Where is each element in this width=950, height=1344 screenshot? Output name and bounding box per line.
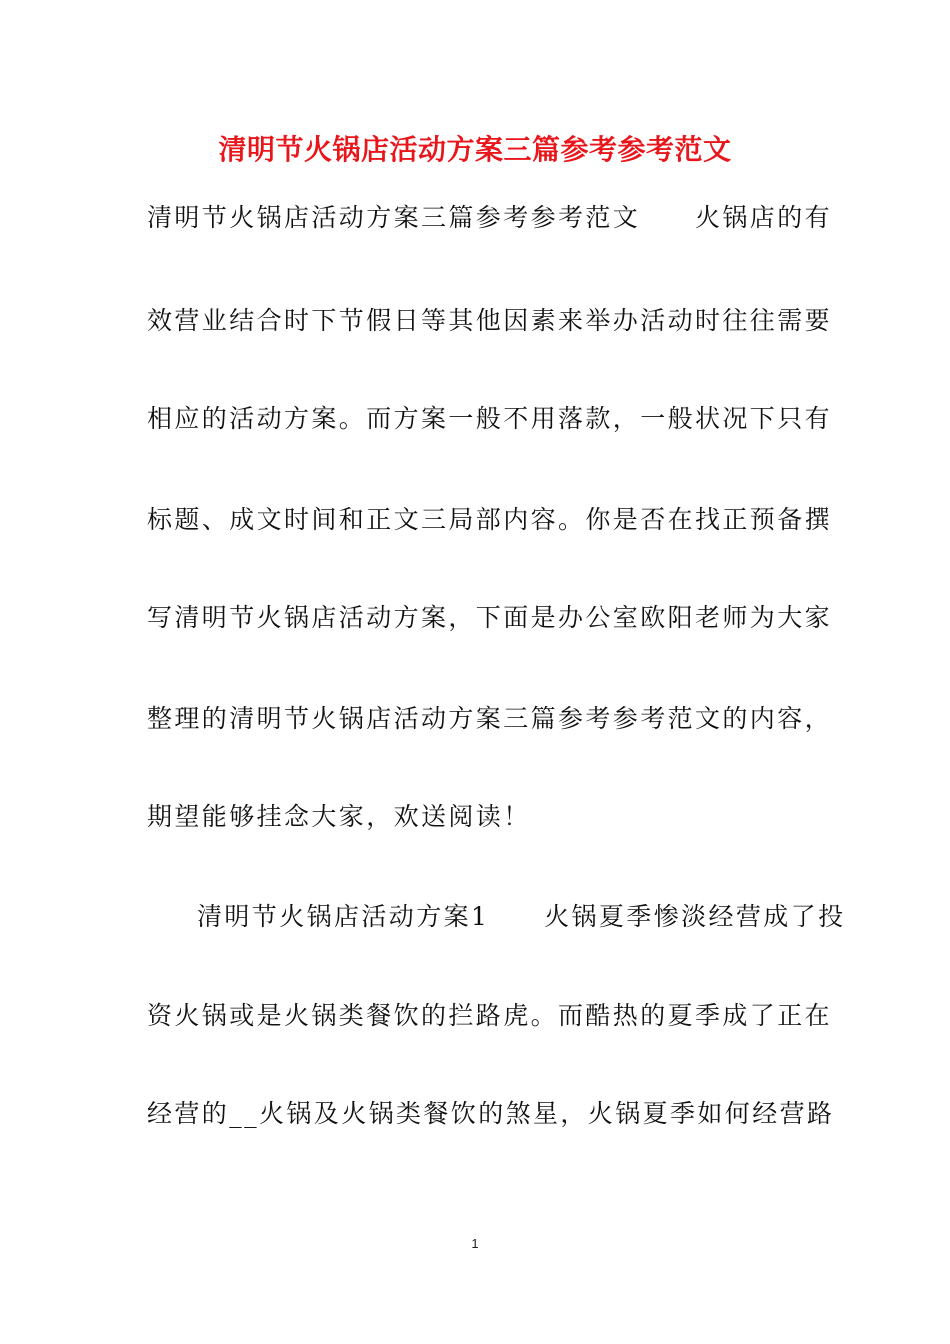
- paragraph-line: 清明节火锅店活动方案1 火锅夏季惨淡经营成了投: [197, 902, 846, 931]
- paragraph-line: 清明节火锅店活动方案三篇参考参考范文 火锅店的有: [147, 203, 833, 232]
- paragraph-line: 资火锅或是火锅类餐饮的拦路虎。而酷热的夏季成了正在: [147, 1001, 833, 1030]
- paragraph-line: 整理的清明节火锅店活动方案三篇参考参考范文的内容，: [147, 704, 833, 733]
- paragraph-line: 经营的__火锅及火锅类餐饮的煞星，火锅夏季如何经营路: [147, 1099, 835, 1128]
- paragraph-line: 标题、成文时间和正文三局部内容。你是否在找正预备撰: [147, 505, 833, 534]
- page-number: 1: [471, 1236, 479, 1251]
- paragraph-line: 期望能够挂念大家，欢送阅读！: [147, 802, 531, 831]
- paragraph-line: 相应的活动方案。而方案一般不用落款，一般状况下只有: [147, 404, 833, 433]
- paragraph-line: 效营业结合时下节假日等其他因素来举办活动时往往需要: [147, 306, 833, 335]
- paragraph-line: 写清明节火锅店活动方案，下面是办公室欧阳老师为大家: [147, 603, 833, 632]
- document-title: 清明节火锅店活动方案三篇参考参考范文: [218, 133, 732, 166]
